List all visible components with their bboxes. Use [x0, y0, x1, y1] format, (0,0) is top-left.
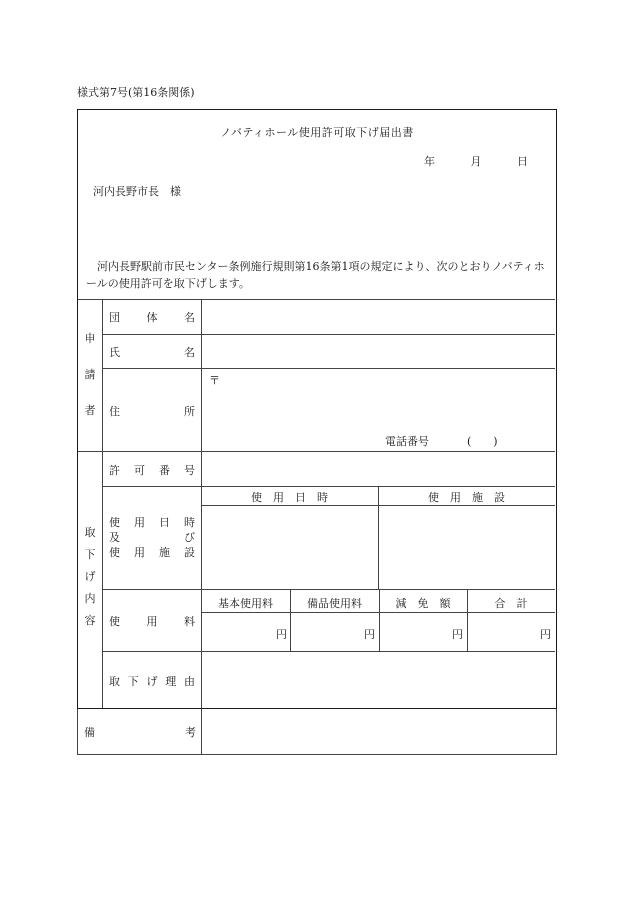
label-name: 氏 名 — [109, 346, 195, 359]
rule-fee-header-bottom — [201, 612, 555, 613]
label-fee: 使 用 料 — [109, 615, 195, 628]
form-number: 様式第7号(第16条関係) — [77, 86, 195, 99]
label-reason: 取 下 げ 理 由 — [109, 675, 195, 688]
col-usage-facility: 使 用 施 設 — [428, 491, 505, 504]
label-permit-number: 許 可 番 号 — [109, 464, 195, 477]
col-basic-fee: 基本使用料 — [218, 597, 273, 610]
col-equipment-fee: 備品使用料 — [307, 597, 362, 610]
section-withdrawal: 取 下 げ 内 容 — [84, 526, 96, 627]
rule-withdrawal-top — [78, 451, 555, 452]
rule-group-bottom — [102, 334, 555, 335]
section-applicant: 申 請 者 — [84, 332, 96, 417]
body-text: 河内長野駅前市民センター条例施行規則第16条第1項の規定により、次のとおりノバティホールの使用許可を取下げします。 — [86, 260, 545, 290]
col-reduction: 減 免 額 — [395, 597, 451, 610]
rule-fee-bottom — [102, 651, 555, 652]
label-remarks: 備 考 — [84, 726, 196, 739]
rule-permit-bottom — [102, 486, 555, 487]
date-day: 日 — [517, 155, 528, 168]
label-usage-datetime-facility: 使 用 日 時 及 び 使 用 施 設 — [109, 516, 195, 559]
rule-applicant-top — [78, 299, 555, 300]
yen-total: 円 — [540, 628, 551, 641]
date-year: 年 — [424, 155, 435, 168]
yen-equipment: 円 — [364, 628, 375, 641]
remarks-row — [77, 709, 557, 755]
label-group-name: 団 体 名 — [109, 311, 195, 324]
col-total: 合 計 — [494, 597, 528, 610]
rule-usage-bottom — [102, 589, 555, 590]
yen-basic: 円 — [276, 628, 287, 641]
addressee: 河内長野市長 様 — [93, 185, 181, 198]
phone-label: 電話番号 — [385, 435, 429, 448]
yen-reduction: 円 — [452, 628, 463, 641]
rule-section-divider — [102, 299, 103, 708]
date-line — [392, 153, 528, 169]
form-box — [77, 109, 557, 709]
label-address: 住 所 — [109, 405, 195, 418]
rule-name-bottom — [102, 368, 555, 369]
postal-mark: 〒 — [209, 374, 220, 387]
phone-paren: ( ) — [467, 435, 498, 448]
rule-remarks-divider — [201, 709, 202, 754]
form-title: ノバティホール使用許可取下げ届出書 — [220, 126, 414, 139]
col-usage-datetime: 使 用 日 時 — [251, 491, 328, 504]
date-month: 月 — [470, 155, 482, 168]
